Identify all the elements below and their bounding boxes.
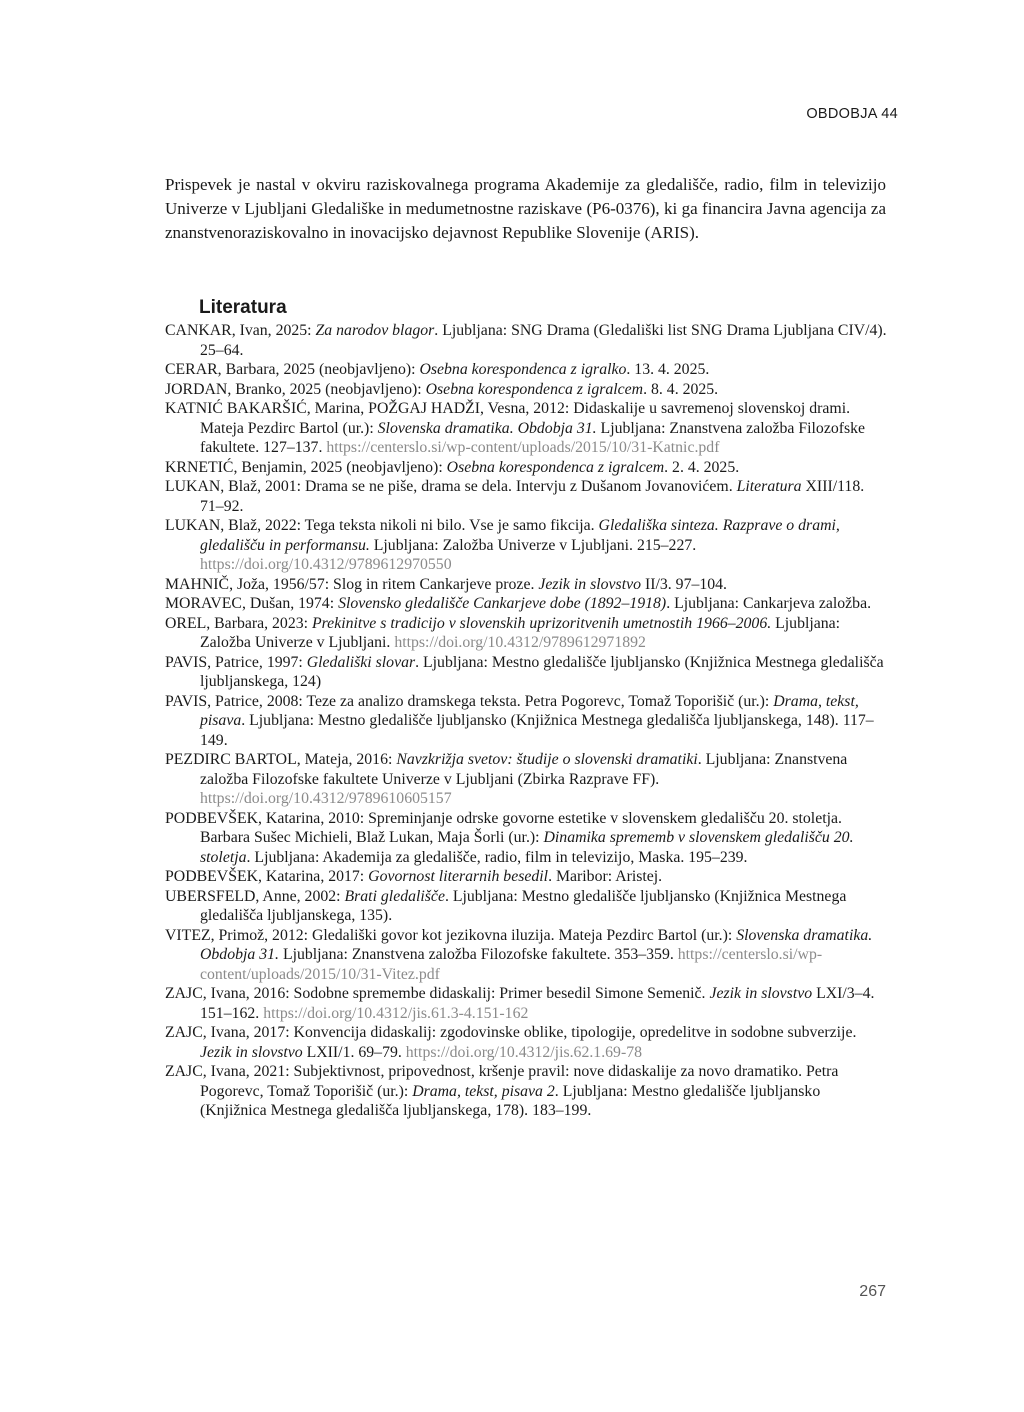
reference-title: Navzkrižja svetov: študije o slovenski dramatiki [396,751,698,768]
reference-text: . Maribor: Aristej. [548,868,663,885]
reference-text: . 2. 4. 2025. [664,458,740,476]
reference-item [165,360,889,380]
section-title: Literatura [199,297,287,318]
reference-text: MAHNIČ, Joža, 1956/57: Slog in ritem Cankarjeve proze. [165,575,539,593]
reference-title: Drama, tekst, pisava 2 [412,1082,555,1100]
reference-item [165,1023,889,1062]
reference-item [165,458,889,478]
reference-text: KATNIĆ BAKARŠIĆ, Marina, POŽGAJ HADŽI, Vesna, 2012: Didaskalije u savremenoj slovenskoj drami. Mateja Pezdirc Bartol (ur.): [165,400,851,437]
reference-text: . Ljubljana: Cankarjeva založba. [666,595,872,612]
reference-item [165,887,889,926]
reference-item [165,380,889,400]
reference-text: Ljubljana: Založba Univerze v Ljubljani. [200,614,841,651]
reference-item [165,1062,889,1121]
reference-text: PAVIS, Patrice, 1997: [165,653,307,671]
reference-title: Gledališki slovar [306,653,416,671]
reference-link[interactable]: https://doi.org/10.4312/9789612970550 [200,556,452,573]
reference-text: ZAJC, Ivana, 2017: Konvencija didaskalij: zgodovinske oblike, tipologije, opredelitve in sodobne subverzije. [165,1024,857,1041]
reference-link[interactable]: https://doi.org/10.4312/9789612971892 [394,634,646,651]
reference-title: Prekinitve s tradicijo v slovenskih uprizoritvenih umetnostih 1966–2006. [311,614,772,632]
reference-text: VITEZ, Primož, 2012: Gledališki govor kot jezikovna iluzija. Mateja Pezdirc Bartol (ur.): [165,926,737,944]
reference-title: Govornost literarnih besedil [368,868,549,885]
reference-text: CANKAR, Ivan, 2025: [165,322,316,339]
reference-list [165,321,889,1121]
reference-text: . Ljubljana: Mestno gledališče ljubljansko (Knjižnica Mestnega gledališča ljubljanskega, 148). 117–149. [200,712,874,749]
reference-text: . Ljubljana: Akademija za gledališče, radio, film in televizijo, Maska. 195–239. [246,848,748,866]
reference-text: ZAJC, Ivana, 2021: Subjektivnost, pripovednost, kršenje pravil: nove didaskalije za novo dramatiko. Petra Pogorevc, Tomaž Toporišič (ur.): [165,1063,839,1100]
reference-item [165,321,889,360]
reference-text: OREL, Barbara, 2023: [165,614,312,632]
reference-text: Ljubljana: Znanstvena založba Filozofske fakultete. 127–137. [200,419,866,456]
reference-text: JORDAN, Branko, 2025 (neobjavljeno): [165,380,426,398]
reference-text: UBERSFELD, Anne, 2002: [165,887,345,905]
reference-item [165,692,889,751]
reference-item [165,926,889,985]
reference-text: LUKAN, Blaž, 2001: Drama se ne piše, drama se dela. Intervju z Dušanom Jovanovićem. [165,478,737,495]
reference-item [165,750,889,809]
reference-link[interactable]: https://centerslo.si/wp-content/uploads/2015/10/31-Katnic.pdf [326,439,720,456]
reference-link[interactable]: https://doi.org/10.4312/jis.62.1.69-78 [405,1043,643,1061]
reference-text: Ljubljana: Znanstvena založba Filozofske fakultete. 353–359. [279,946,678,963]
reference-link[interactable]: https://doi.org/10.4312/jis.61.3-4.151-162 [263,1004,529,1022]
reference-text: . Ljubljana: Mestno gledališče ljubljansko (Knjižnica Mestnega gledališča ljubljanskega, 135). [200,887,847,924]
reference-item [165,477,889,516]
reference-link[interactable]: https://doi.org/10.4312/9789610605157 [200,790,452,807]
reference-title: Literatura [736,478,802,495]
reference-text: . Ljubljana: SNG Drama (Gledališki list SNG Drama Ljubljana CIV/4). 25–64. [200,322,887,359]
reference-item [165,594,889,614]
reference-text: PAVIS, Patrice, 2008: Teze za analizo dramskega teksta. Petra Pogorevc, Tomaž Toporišič (ur.): [165,692,774,710]
reference-title: Dinamika sprememb v slovenskem gledališču 20. stoletja [200,829,854,866]
reference-title: Gledališka sinteza. Razprave o drami, gledališču in performansu. [200,517,840,554]
page-number: 267 [859,1283,886,1300]
reference-text: LXI/3–4. 151–162. [200,985,875,1022]
reference-text: LUKAN, Blaž, 2022: Tega teksta nikoli ni bilo. Vse je samo fikcija. [165,517,599,534]
reference-title: Osebna korespondenca z igralcem [425,380,644,398]
reference-text: PEZDIRC BARTOL, Mateja, 2016: [165,751,397,768]
reference-title: Drama, tekst, pisava [200,692,859,729]
reference-text: . Ljubljana: Mestno gledališče ljubljansko (Knjižnica Mestnega gledališča ljubljanskega, 178). 183–199. [200,1082,821,1119]
reference-item [165,399,889,458]
reference-link[interactable]: https://centerslo.si/wp-content/uploads/2015/10/31-Vitez.pdf [200,946,823,983]
reference-title: Jezik in slovstvo [709,985,813,1002]
reference-text: . 13. 4. 2025. [626,361,710,378]
reference-text: . 8. 4. 2025. [643,380,719,398]
reference-item [165,867,889,887]
reference-text: Ljubljana: Založba Univerze v Ljubljani. 215–227. [369,536,697,554]
reference-text: II/3. 97–104. [641,575,728,593]
reference-item [165,575,889,595]
reference-text: CERAR, Barbara, 2025 (neobjavljeno): [165,361,420,378]
reference-item [165,809,889,868]
reference-title: Jezik in slovstvo [200,1043,303,1061]
reference-title: Brati gledališče [344,887,445,905]
reference-title: Osebna korespondenca z igralcem [446,458,665,476]
reference-text: . Ljubljana: Znanstvena založba Filozofske fakultete Univerze v Ljubljani (Zbirka Razprave FF). [200,751,848,788]
reference-text: MORAVEC, Dušan, 1974: [165,595,339,612]
running-head: OBDOBJA 44 [806,106,898,122]
reference-title: Jezik in slovstvo [538,575,642,593]
reference-item [165,614,889,653]
reference-text: . Ljubljana: Mestno gledališče ljubljansko (Knjižnica Mestnega gledališča ljubljanskega, 124) [200,653,884,690]
reference-item [165,984,889,1023]
reference-text: ZAJC, Ivana, 2016: Sodobne spremembe didaskalij: Primer besedil Simone Semenič. [165,985,710,1002]
acknowledgement-paragraph: Prispevek je nastal v okviru raziskovalnega programa Akademije za gledališče, radio, film in televizijo Univerze v Ljubljani Gledališke in medumetnostne raziskave (P6-0376), ki ga financira Javna agencija za znanstvenoraziskovalno in inovacijsko dejavnost Republike Slovenije (ARIS). [165,175,886,242]
reference-item [165,516,889,575]
reference-title: Slovenska dramatika. Obdobja 31. [377,419,597,437]
reference-item [165,653,889,692]
reference-title: Osebna korespondenca z igralko [419,361,627,378]
reference-title: Slovensko gledališče Cankarjeve dobe (1892–1918) [338,595,667,612]
reference-text: LXII/1. 69–79. [302,1043,406,1061]
reference-title: Slovenska dramatika. Obdobja 31. [200,926,873,963]
reference-text: PODBEVŠEK, Katarina, 2017: [165,868,369,885]
reference-text: PODBEVŠEK, Katarina, 2010: Spreminjanje odrske govorne estetike v slovenskem gledališču 20. stoletja. Barbara Sušec Michieli, Blaž Lukan, Maja Šorli (ur.): [165,809,842,846]
reference-text: XIII/118. 71–92. [200,478,865,515]
reference-title: Za narodov blagor [315,322,435,339]
reference-text: KRNETIĆ, Benjamin, 2025 (neobjavljeno): [165,458,447,476]
